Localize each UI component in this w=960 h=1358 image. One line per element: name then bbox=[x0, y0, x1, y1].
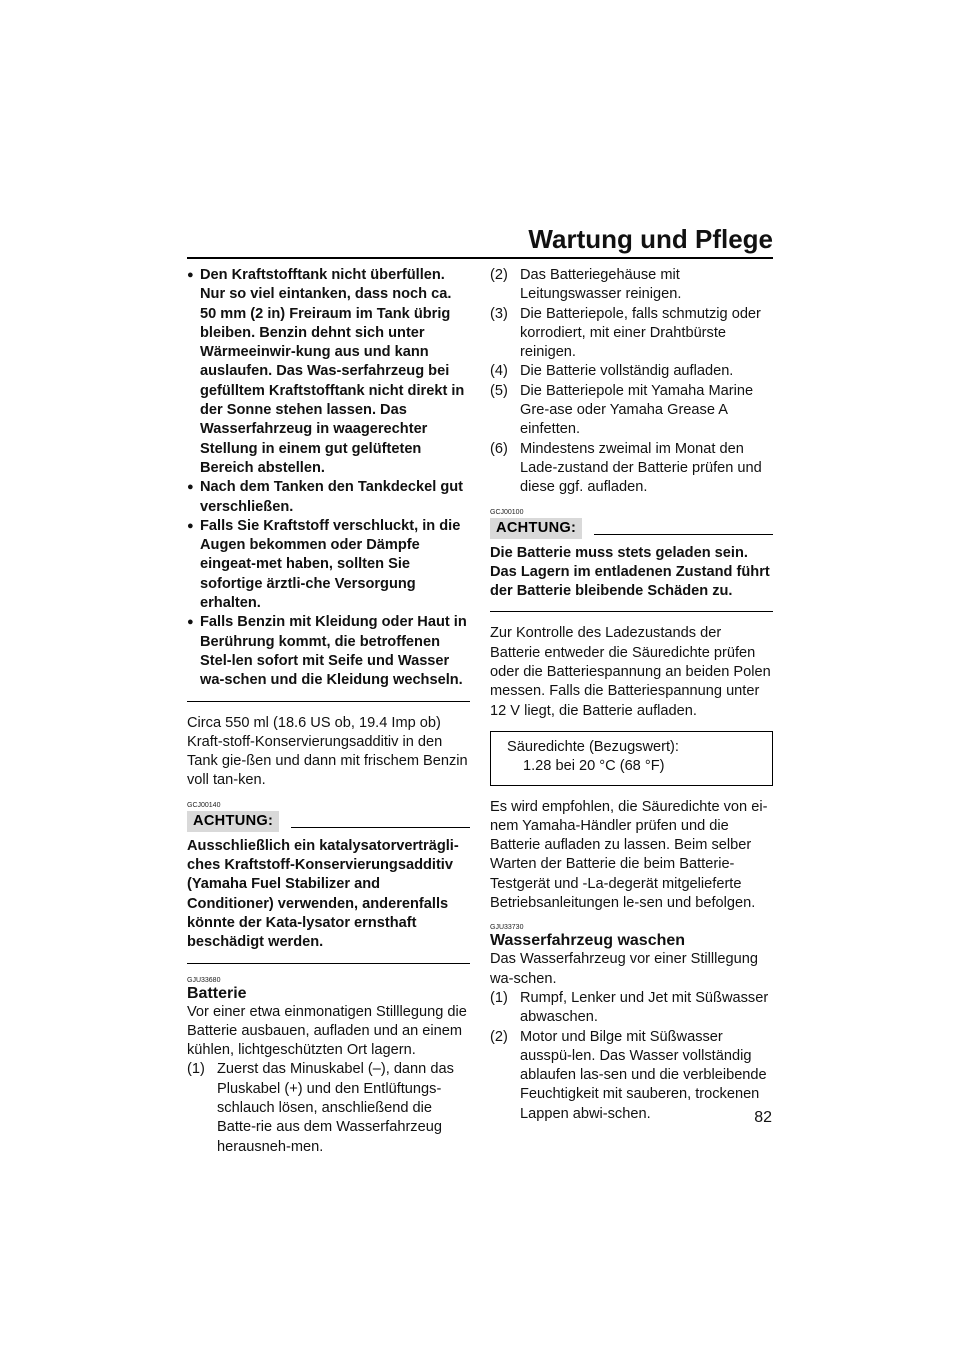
step-number: (6) bbox=[490, 440, 508, 457]
section-title-waschen: Wasserfahrzeug waschen bbox=[490, 932, 686, 950]
section-code: GJU33680 bbox=[187, 976, 221, 984]
notice-end-rule bbox=[187, 963, 470, 964]
step-text: Motor und Bilge mit Süßwasser ausspü-len. Das Wasser vollständig ablaufen las-sen und die verbleibende Feuchtigkeit mit sauberen, trockenen Lappen abwi-schen. bbox=[520, 1028, 767, 1122]
step-text: Die Batteriepole mit Yamaha Marine Gre-ase oder Yamaha Grease A einfetten. bbox=[520, 382, 754, 438]
section-title-batterie: Batterie bbox=[187, 984, 247, 1002]
left-column bbox=[187, 266, 470, 1157]
battery-steps-continued bbox=[490, 266, 773, 498]
step-number: (2) bbox=[490, 267, 508, 283]
step-text: Die Batterie vollständig aufladen. bbox=[520, 363, 734, 380]
list-item bbox=[490, 989, 773, 1028]
spec-value: 1.28 bei 20 °C (68 °F) bbox=[523, 758, 665, 775]
step-number: (5) bbox=[490, 382, 508, 399]
step-text: Das Batteriegehäuse mit Leitungswasser reinigen. bbox=[520, 267, 682, 303]
warning-item: ● Falls Sie Kraftstoff verschluckt, in die Augen bekommen oder Dämpfe eingeat-met haben, sollten Sie sofortige ärztli-che Versorgung erhalten. bbox=[187, 517, 470, 613]
wash-intro: Das Wasserfahrzeug vor einer Stilllegung wa-schen. bbox=[490, 951, 758, 987]
step-text: Mindestens zweimal im Monat den Lade-zustand der Batterie prüfen und diese ggf. aufladen. bbox=[520, 440, 762, 496]
list-item bbox=[490, 1028, 773, 1124]
list-item bbox=[490, 305, 773, 363]
list-item bbox=[490, 440, 773, 498]
page-title: Wartung und Pflege bbox=[528, 224, 773, 254]
right-column bbox=[490, 266, 773, 1124]
notice-code: GCJ00100 bbox=[490, 508, 524, 516]
warning-item: ● Nach dem Tanken den Tankdeckel gut verschließen. bbox=[187, 478, 470, 517]
battery-steps bbox=[187, 1060, 470, 1156]
warning-item: ● Den Kraftstofftank nicht überfüllen. Nur so viel eintanken, dass noch ca. 50 mm (2 in) Freiraum im Tank übrig bleiben. Benzin dehnt sich unter Wärmeeinwir-kung aus und kann auslaufen. Das Was-serfahrzeug bei gefülltem Kraftstofftank nicht direkt in der Sonne stehen lassen. Das Wasserfahrzeug in waagerechter Stellung in einem gut gelüfteten Bereich abstellen. bbox=[187, 266, 470, 478]
notice-label: ACHTUNG: bbox=[490, 518, 582, 539]
notice-text: Ausschließlich ein katalysatorverträgli-ches Kraftstoff-Konservierungsadditiv (Yamaha Fuel Stabilizer and Conditioner) verwenden, anderenfalls könnte der Kata-lysator ernsthaft beschädigt werden. bbox=[187, 837, 459, 951]
step-text: Rumpf, Lenker und Jet mit Süßwasser abwaschen. bbox=[520, 989, 769, 1026]
list-item bbox=[490, 362, 773, 381]
notice-header bbox=[187, 811, 470, 833]
wash-steps bbox=[490, 989, 773, 1124]
warning-item: ● Falls Benzin mit Kleidung oder Haut in Berührung kommt, die betroffenen Stel-len sofort mit Seife und Wasser wa-schen und die Kleidung wechseln. bbox=[187, 613, 470, 690]
list-item bbox=[490, 382, 773, 440]
notice-header bbox=[490, 518, 773, 540]
warning-list bbox=[187, 266, 470, 691]
fuel-paragraph: Circa 550 ml (18.6 US ob, 19.4 Imp ob) Kraft-stoff-Konservierungsadditiv in den Tank gie-ßen und dann mit frischem Benzin voll tan-ken. bbox=[187, 714, 468, 789]
section-code: GJU33730 bbox=[490, 924, 524, 932]
step-number: (1) bbox=[187, 1061, 205, 1078]
notice-label: ACHTUNG: bbox=[187, 811, 279, 832]
list-item bbox=[490, 266, 773, 305]
battery-intro: Vor einer etwa einmonatigen Stilllegung die Batterie ausbauen, aufladen und an einem kühlen, lichtgeschützten Ort lagern. bbox=[187, 1003, 467, 1059]
header-rule bbox=[187, 257, 773, 259]
page-number: 82 bbox=[754, 1109, 772, 1126]
step-number: (1) bbox=[490, 989, 508, 1006]
step-number: (4) bbox=[490, 363, 508, 380]
list-item bbox=[187, 1060, 470, 1156]
notice-rule bbox=[291, 827, 470, 828]
step-text: Die Batteriepole, falls schmutzig oder korrodiert, mit einer Drahtbürste reinigen. bbox=[520, 305, 761, 361]
spec-box bbox=[490, 731, 773, 786]
step-number: (3) bbox=[490, 305, 508, 322]
step-number: (2) bbox=[490, 1028, 508, 1045]
notice-code: GCJ00140 bbox=[187, 801, 221, 809]
recommend-paragraph: Es wird empfohlen, die Säuredichte von ei-nem Yamaha-Händler prüfen und die Batterie aufladen zu lassen. Beim selber Warten der Batterie die beim Batterie-Testgerät und -La-degerät mitgelieferte Betriebsanleitungen le-sen und befolgen. bbox=[490, 798, 768, 912]
notice-text: Die Batterie muss stets geladen sein. Das Lagern im entladenen Zustand führt der Batterie bleibende Schäden zu. bbox=[490, 544, 770, 600]
step-text: Zuerst das Minuskabel (–), dann das Pluskabel (+) und den Entlüftungs-schlauch lösen, anschließend die Batte-rie aus dem Wasserfahrzeug herausneh-men. bbox=[217, 1061, 454, 1155]
notice-end-rule bbox=[490, 611, 773, 612]
notice-rule bbox=[594, 534, 773, 535]
warning-end-rule bbox=[187, 701, 470, 702]
spec-label: Säuredichte (Bezugswert): bbox=[507, 738, 679, 755]
check-paragraph: Zur Kontrolle des Ladezustands der Batterie entweder die Säuredichte prüfen oder die Batteriespannung an beiden Polen messen. Falls die Batteriespannung unter 12 V liegt, die Batterie aufladen. bbox=[490, 625, 771, 719]
